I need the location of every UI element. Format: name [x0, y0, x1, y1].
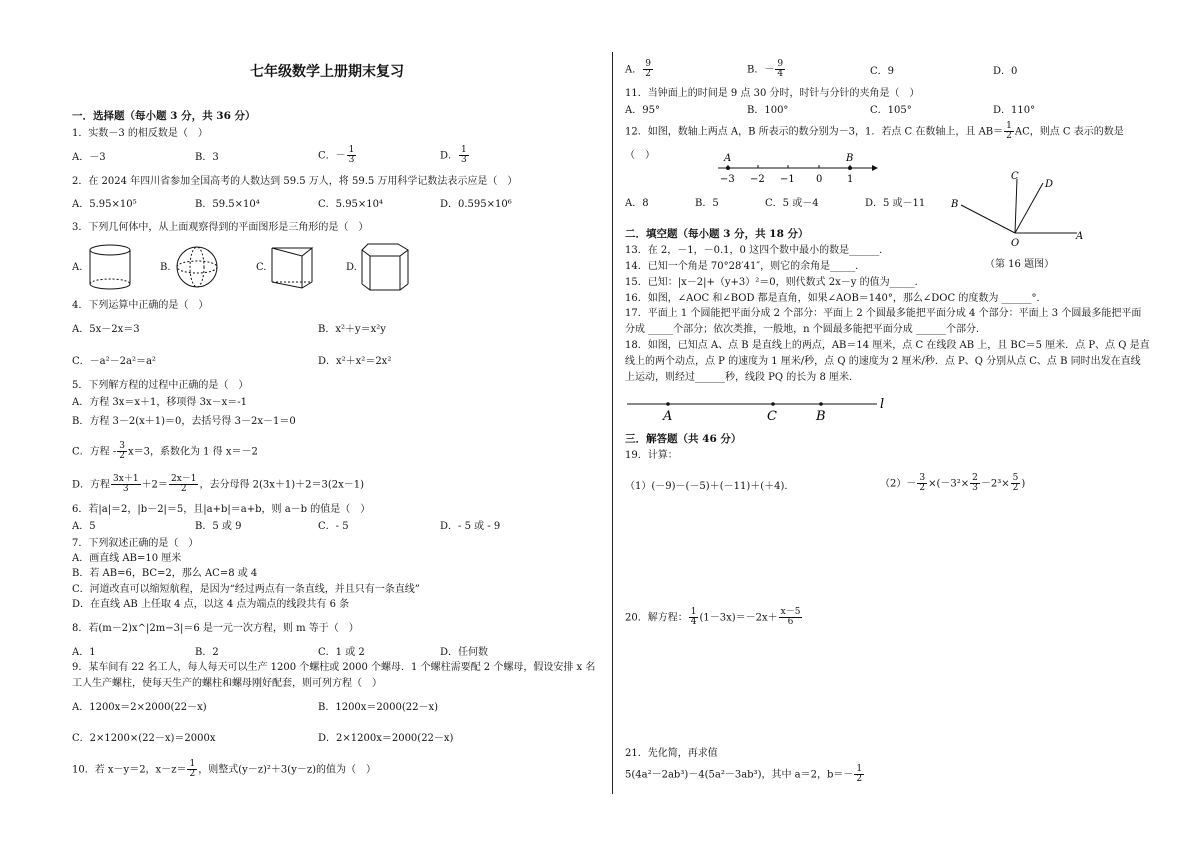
question-7: 7．下列叙述正确的是（ ）	[72, 538, 199, 549]
triangular-prism-figure	[268, 242, 318, 292]
question-4: 4．下列运算中正确的是（ ）	[72, 300, 209, 311]
q6-option-d: D．- 5 或 - 9	[440, 521, 501, 532]
axis-tick-label: −1	[780, 174, 795, 185]
section-3-heading: 三．解答题（共 46 分）	[625, 433, 742, 445]
axis-tick-label: −2	[750, 174, 765, 185]
section-1-heading: 一．选择题（每小题 3 分，共 36 分）	[72, 110, 256, 122]
q11-option-c: C．105°	[870, 105, 912, 116]
q12-paren: （ ）	[625, 150, 655, 161]
question-18-line-3: 上运动，则经过______秒，线段 PQ 的长为 8 厘米．	[625, 372, 860, 383]
question-21-expression: 5(4a²－2ab³)－4(5a²－3ab³)，其中 a＝2，b＝－ $\frac{1}{2}$	[625, 764, 863, 785]
q4-option-a: A．5x－2x＝3	[72, 324, 140, 335]
axis-point-a: A	[724, 153, 732, 164]
question-16: 16．如图，∠AOC 和∠BOD 都是直角，如果∠AOB＝140°，那么∠DOC 的度数为 ______°．	[625, 293, 1047, 304]
question-2: 2．在 2024 年四川省参加全国高考的人数达到 59.5 万人，将 59.5 万用科学记数法表示应是（ ）	[72, 176, 518, 187]
angle-label-o: O	[1011, 238, 1020, 249]
q6-option-a: A．5	[72, 521, 96, 532]
q2-option-b: B．59.5×10⁴	[195, 199, 260, 210]
question-5: 5．下列解方程的过程中正确的是（ ）	[72, 380, 249, 391]
line-label-b: B	[816, 409, 826, 424]
q11-option-d: D．110°	[993, 105, 1036, 116]
sphere-figure	[172, 242, 222, 292]
q11-option-a: A．95°	[625, 105, 660, 116]
q8-option-d: D．任何数	[440, 647, 489, 658]
question-11: 11．当钟面上的时间是 9 点 30 分时，时针与分针的夹角是（ ）	[625, 88, 920, 99]
q10-option-d: D．0	[993, 66, 1018, 77]
q8-option-b: B．2	[195, 647, 219, 658]
q3-label-c: C.	[256, 262, 267, 273]
axis-tick-label: 1	[847, 174, 854, 185]
question-19: 19．计算：	[625, 450, 678, 461]
question-1: 1．实数－3 的相反数是（ ）	[72, 128, 208, 139]
number-line-figure	[714, 150, 880, 186]
axis-tick-label: 0	[816, 174, 823, 185]
column-divider	[612, 52, 613, 794]
line-label-c: C	[767, 409, 777, 424]
q5-option-b: B．方程 3－2(x＋1)＝0，去括号得 3－2x－1＝0	[72, 416, 296, 427]
question-14: 14．已知一个角是 70°28′41″，则它的余角是_____．	[625, 261, 866, 272]
axis-point-b: B	[846, 153, 854, 164]
angle-label-c: C	[1011, 171, 1019, 182]
q12-option-a: A．8	[625, 198, 649, 209]
q5-option-c: C．方程 - $\frac{3}{2}$ x＝3，系数化为 1 得 x＝－2	[72, 441, 258, 462]
question-19-part-1: （1）(－9)－(－5)＋(－11)＋(＋4)．	[625, 481, 795, 492]
hexagonal-prism-figure	[358, 240, 414, 294]
q5-option-a: A．方程 3x＝x＋1，移项得 3x－x＝-1	[72, 397, 247, 408]
question-9-line-1: 9．某车间有 22 名工人，每人每天可以生产 1200 个螺柱或 2000 个螺母．1 个螺柱需要配 2 个螺母，假设安排 x 名	[72, 662, 596, 673]
q7-option-c: C．河道改直可以缩短航程，是因为“经过两点有一条直线，并且只有一条直线”	[72, 584, 420, 595]
q7-option-a: A．画直线 AB=10 厘米	[72, 553, 182, 564]
q9-option-b: B．1200x＝2000(22－x)	[318, 702, 439, 713]
q9-option-a: A．1200x＝2×2000(22－x)	[72, 702, 207, 713]
q6-option-b: B．5 或 9	[195, 521, 242, 532]
cylinder-figure	[84, 242, 136, 292]
question-13: 13．在 2，－1，－0.1，0 这四个数中最小的数是______．	[625, 245, 890, 256]
question-6: 6．若|a|＝2，|b－2|＝5，且|a+b|＝a+b，则 a－b 的值是（ ）	[72, 504, 371, 515]
angle-label-d: D	[1045, 179, 1054, 190]
q1-option-c: C．－ $\frac{1}{3}$	[318, 145, 355, 166]
q3-label-a: A.	[72, 262, 83, 273]
q1-option-a: A．－3	[72, 152, 106, 163]
q1-option-d: D． $\frac{1}{3}$	[440, 145, 467, 166]
q8-option-a: A．1	[72, 647, 96, 658]
q6-option-c: C．- 5	[318, 521, 349, 532]
question-20: 20．解方程： $\frac{1}{4}$ (1－3x)＝－2x＋ $\frac{x-5}{6}$	[625, 607, 801, 628]
figure-16-caption: （第 16 题图）	[985, 259, 1055, 270]
q12-option-b: B．5	[695, 198, 719, 209]
q3-label-b: B.	[160, 262, 171, 273]
page-title: 七年级数学上册期末复习	[250, 64, 404, 80]
axis-tick-label: −3	[720, 174, 735, 185]
q4-option-d: D．x²＋x²＝2x²	[318, 356, 392, 367]
angle-label-a: A	[1076, 231, 1084, 242]
q12-option-d: D．5 或－11	[865, 198, 926, 209]
q4-option-c: C．－a²－2a²＝a²	[72, 356, 156, 367]
q7-option-d: D．在直线 AB 上任取 4 点，以这 4 点为端点的线段共有 6 条	[72, 599, 350, 610]
section-2-heading: 二．填空题（每小题 3 分，共 18 分）	[625, 228, 809, 240]
q10-option-c: C．9	[870, 66, 895, 77]
q2-option-c: C．5.95×10⁴	[318, 199, 384, 210]
question-19-part-2: （2）－ $\frac{3}{2}$ ×(－3²× $\frac{2}{3}$ －2³× $\frac{5}{2}$ )	[880, 473, 1026, 494]
question-9-line-2: 工人生产螺柱，使每天生产的螺柱和螺母刚好配套，则可列方程（ ）	[72, 678, 382, 689]
angle-figure-16	[945, 165, 1090, 253]
q9-option-d: D．2×1200x＝2000(22－x)	[318, 733, 454, 744]
q2-option-a: A．5.95×10⁵	[72, 199, 137, 210]
q5-option-d: D．方程 $\frac{3x+1}{3}$ ＋2＝ $\frac{2x-1}{2}$ ，去分母得 2(3x＋1)＋2＝3(2x－1)	[72, 474, 365, 495]
q10-option-a: A． $\frac{9}{2}$	[625, 59, 651, 80]
question-17-line-1: 17．平面上 1 个圆能把平面分成 2 个部分：平面上 2 个圆最多能把平面分成 4 个部分：平面上 3 个圆最多能把平面	[625, 308, 1142, 319]
q8-option-c: C．1 或 2	[318, 647, 365, 658]
q2-option-d: D．0.595×10⁶	[440, 199, 512, 210]
question-3: 3．下列几何体中，从上面观察得到的平面图形是三角形的是（ ）	[72, 222, 369, 233]
question-8: 8．若(m－2)x^|2m−3|＝6 是一元一次方程，则 m 等于（ ）	[72, 623, 359, 634]
q4-option-b: B．x²＋y＝x²y	[318, 324, 386, 335]
q3-label-d: D.	[346, 262, 357, 273]
angle-label-b: B	[951, 199, 959, 210]
question-18-line-1: 18．如图，已知点 A、点 B 是直线上的两点，AB＝14 厘米，点 C 在线段 AB 上，且 BC＝5 厘米．点 P、点 Q 是直	[625, 340, 1150, 351]
q9-option-c: C．2×1200×(22－x)＝2000x	[72, 733, 216, 744]
q12-option-c: C．5 或－4	[765, 198, 819, 209]
q1-option-b: B．3	[195, 152, 219, 163]
question-12: 12．如图，数轴上两点 A，B 所表示的数分别为－3，1．若点 C 在数轴上，且 AB＝ $\frac{1}{2}$ AC，则点 C 表示的数是	[625, 121, 1124, 142]
question-21: 21．先化简，再求值	[625, 748, 718, 759]
question-17-line-2: 分成 _____个部分；依次类推，一般地，n 个圆最多能把平面分成 ______个部分．	[625, 324, 986, 335]
question-10: 10．若 x－y＝2，x－z＝ $\frac{1}{2}$ ，则整式(y－z)²＋3(y－z)的值为（ ）	[72, 759, 377, 780]
q7-option-b: B．若 AB=6，BC=2，那么 AC=8 或 4	[72, 568, 258, 579]
line-label-a: A	[663, 409, 673, 424]
line-figure-18	[625, 394, 895, 424]
q10-option-b: B．－ $\frac{9}{4}$	[747, 59, 784, 80]
line-label-l: l	[880, 397, 885, 412]
question-18-line-2: 线上的两个动点，点 P 的速度为 1 厘米/秒，点 Q 的速度为 2 厘米/秒．点 P、Q 分别从点 C、点 B 同时出发在直线	[625, 356, 1141, 367]
question-15: 15．已知：|x－2|+（y+3）²＝0，则代数式 2x－y 的值为_____．	[625, 277, 925, 288]
q11-option-b: B．100°	[747, 105, 789, 116]
